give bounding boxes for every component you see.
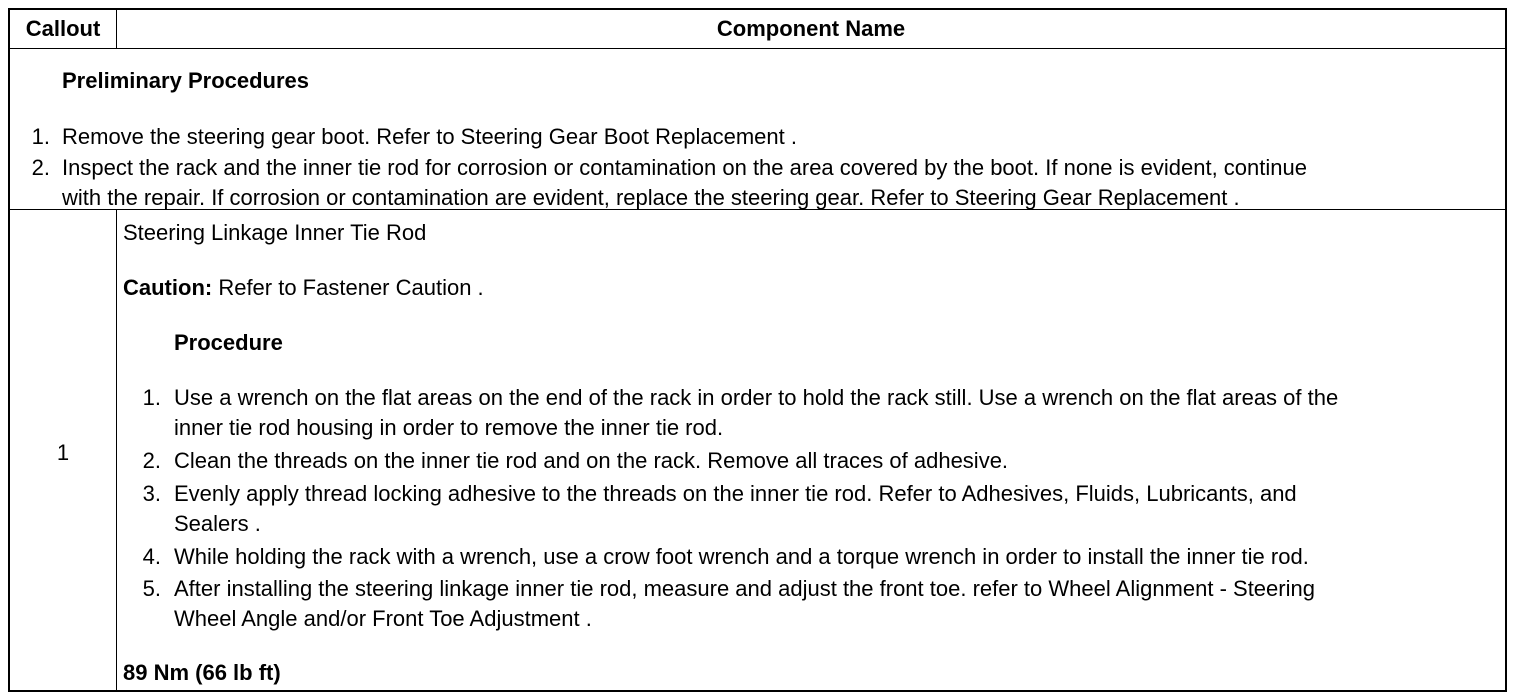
step-number: 4. (142, 544, 161, 569)
component-table (8, 8, 1507, 692)
step-text-line: Inspect the rack and the inner tie rod for corrosion or contamination on the area covered by the boot. If none is evident, continue (62, 155, 1307, 180)
step-text-line: Use a wrench on the flat areas on the end of the rack in order to hold the rack still. Use a wrench on the flat areas of the (174, 385, 1339, 410)
step-text-line: Sealers . (174, 511, 261, 536)
step-number: 3. (142, 481, 161, 506)
callout-cell (10, 210, 117, 690)
callout-header: Callout (10, 10, 117, 48)
step-number: 2. (31, 155, 50, 180)
caution-text: Refer to Fastener Caution . (212, 275, 484, 300)
step-text-line: Evenly apply thread locking adhesive to the threads on the inner tie rod. Refer to Adhesives, Fluids, Lubricants, and (174, 481, 1297, 506)
caution-note (123, 273, 484, 303)
step-number: 2. (142, 448, 161, 473)
step-text-line: inner tie rod housing in order to remove the inner tie rod. (174, 415, 724, 440)
preliminary-title: Preliminary Procedures (62, 68, 310, 93)
component-name-header: Component Name (716, 16, 906, 41)
step-text-line: with the repair. If corrosion or contamination are evident, replace the steering gear. Refer to Steering Gear Replacement . (62, 185, 1240, 210)
step-text-line: After installing the steering linkage inner tie rod, measure and adjust the front toe. refer to Wheel Alignment - Steering (174, 576, 1315, 601)
step-number: 1. (31, 124, 50, 149)
component-name: Steering Linkage Inner Tie Rod (123, 220, 427, 245)
step-text-line: Remove the steering gear boot. Refer to Steering Gear Boot Replacement . (62, 124, 797, 149)
torque-spec: 89 Nm (66 lb ft) (123, 660, 281, 685)
preliminary-procedures-row (10, 49, 1505, 210)
step-text-line: While holding the rack with a wrench, use a crow foot wrench and a torque wrench in order to install the inner tie rod. (174, 544, 1309, 569)
step-text-line: Clean the threads on the inner tie rod and on the rack. Remove all traces of adhesive. (174, 448, 1009, 473)
step-text-line: Wheel Angle and/or Front Toe Adjustment . (174, 606, 592, 631)
callout-number: 1 (56, 440, 70, 465)
caution-label: Caution: (123, 275, 213, 300)
step-number: 5. (142, 576, 161, 601)
procedure-title: Procedure (174, 330, 283, 355)
component-row (10, 210, 1505, 690)
component-cell (117, 210, 1505, 690)
step-number: 1. (142, 385, 161, 410)
table-header-row (10, 10, 1505, 49)
